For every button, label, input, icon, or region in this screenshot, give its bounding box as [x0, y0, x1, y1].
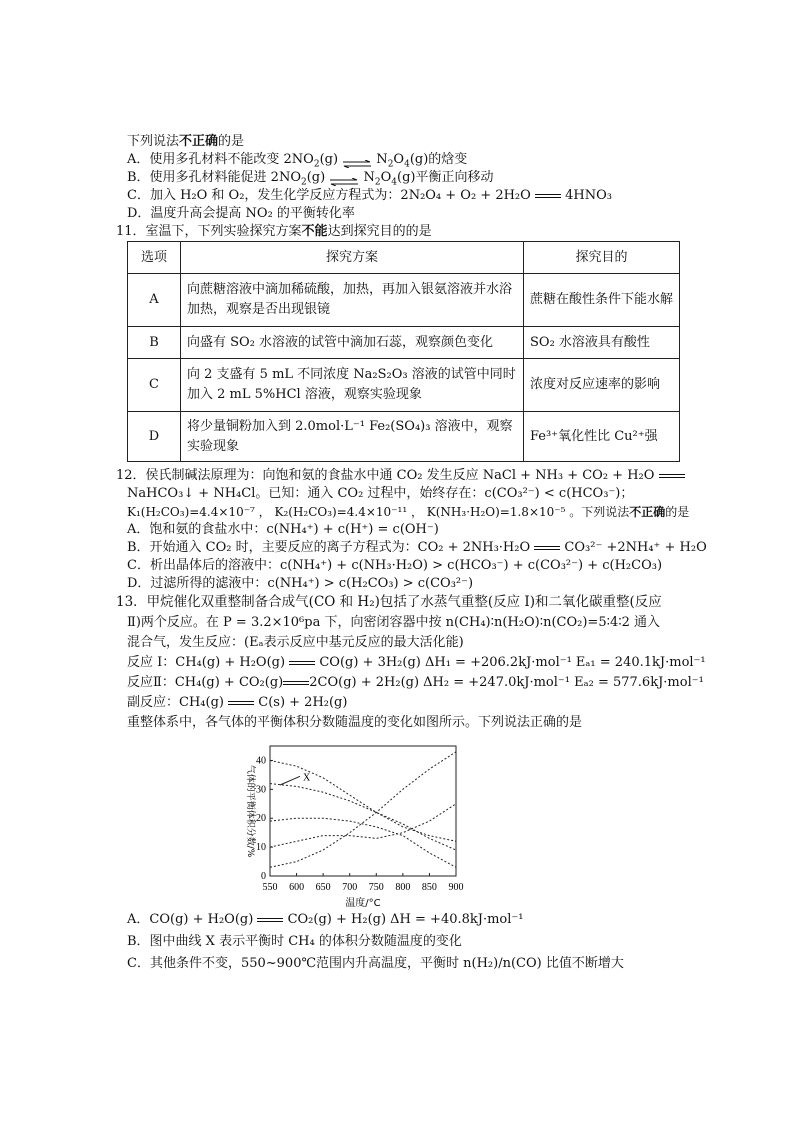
q13-reaction-2: 反应Ⅱ：CH₄(g) + CO₂(g) 2CO(g) + 2H₂(g) ΔH₂ = +247.0kJ·mol⁻¹ Eₐ₂ = 577.6kJ·mol⁻¹ [127, 675, 704, 690]
x-axis-label: 温度/°C [345, 898, 381, 909]
table-header: 选项 [128, 242, 181, 274]
table-row [128, 327, 680, 359]
experiment-table [127, 241, 680, 462]
q10-option-d: D．温度升高会提高 NO₂ 的平衡转化率 [127, 206, 355, 221]
equals-sign-icon [283, 681, 309, 685]
x-tick-label: 900 [448, 882, 464, 893]
option-cell: B [128, 327, 181, 359]
q12-line-2: NaHCO₃↓ + NH₄Cl。已知：通入 CO₂ 过程中，始终存在：c(CO₃²⁻) < c(HCO₃⁻)； [127, 486, 634, 501]
option-cell: A [128, 274, 181, 327]
q13-line-2: Ⅱ)两个反应。在 P = 3.2×10⁶pa 下，向密闭容器中按 n(CH₄)∶n(H₂O)∶n(CO₂)=5∶4∶2 通入 [127, 615, 661, 630]
series-line-1 [270, 760, 456, 841]
equilibrium-arrow-icon [329, 174, 359, 182]
goal-cell: 浓度对反应速率的影响 [524, 359, 680, 412]
q12-line-3: K₁(H₂CO₃)=4.4×10⁻⁷ ， K₂(H₂CO₃)=4.4×10⁻¹¹ ， K(NH₃·H₂O)=1.8×10⁻⁵ 。下列说法不正确的是 [127, 505, 690, 519]
goal-cell: 蔗糖在酸性条件下能水解 [524, 274, 680, 327]
q12-option-c: C．析出晶体后的溶液中：c(NH₄⁺) + c(NH₃·H₂O) > c(HCO₃⁻) + c(CO₃²⁻) + c(H₂CO₃) [127, 558, 663, 573]
option-cell: D [128, 412, 181, 462]
plan-cell: 向盛有 SO₂ 水溶液的试管中滴加石蕊，观察颜色变化 [181, 327, 524, 359]
goal-cell: SO₂ 水溶液具有酸性 [524, 327, 680, 359]
equilibrium-chart [236, 738, 476, 910]
equals-sign-icon [659, 474, 685, 478]
series-line-4 [270, 818, 456, 867]
y-axis-label: 气体的平衡体积分数/% [245, 764, 255, 858]
equals-sign-icon [289, 661, 315, 665]
equals-sign-icon [534, 546, 560, 550]
y-tick-label: 30 [256, 784, 266, 796]
q13-option-c: C．其他条件不变，550~900℃范围内升高温度，平衡时 n(H₂)/n(CO) 比值不断增大 [127, 956, 624, 971]
y-tick-label: 20 [256, 813, 266, 825]
x-tick-label: 600 [289, 882, 305, 893]
q13-line-1: 13．甲烷催化双重整制备合成气(CO 和 H₂)包括了水蒸气重整(反应 I)和二氧化碳重整(反应 [116, 594, 662, 610]
equals-sign-icon [228, 701, 254, 705]
series-line-5 [270, 804, 456, 847]
option-cell: C [128, 359, 181, 412]
table-row [128, 359, 680, 412]
y-tick-label: 0 [261, 871, 266, 882]
x-tick-label: 700 [342, 882, 358, 893]
q12-option-d: D．过滤所得的滤液中：c(NH₄⁺) > c(H₂CO₃) > c(CO₃²⁻) [127, 576, 474, 591]
plan-cell: 向蔗糖溶液中滴加稀硫酸，加热，再加入银氨溶液并水浴加热，观察是否出现银镜 [181, 274, 524, 327]
q12-line-1: 12．侯氏制碱法原理为：向饱和氨的食盐水中通 CO₂ 发生反应 NaCl + NH₃ + CO₂ + H₂O [116, 467, 685, 485]
q10-option-c: C．加入 H₂O 和 O₂，发生化学反应方程式为：2N₂O₄ + O₂ + 2H₂O 4HNO₃ [127, 188, 612, 203]
x-tick-label: 750 [368, 882, 384, 893]
q10-option-a: A．使用多孔材料不能改变 $2NO_2(g)$ $N_2O_4(g)$的焓变 [127, 152, 468, 170]
q13-option-a: A．CO(g) + H₂O(g) CO₂(g) + H₂(g) ΔH = +40.8kJ·mol⁻¹ [127, 912, 524, 927]
plan-cell: 向 2 支盛有 5 mL 不同浓度 Na₂S₂O₃ 溶液的试管中同时加入 2 mL 5%HCl 溶液，观察实验现象 [181, 359, 524, 412]
equals-sign-icon [535, 194, 561, 198]
y-tick-label: 10 [256, 842, 266, 854]
q11-stem: 11．室温下，下列实验探究方案不能达到探究目的的是 [116, 224, 432, 239]
series-line-3 [270, 752, 456, 868]
q13-side-reaction: 副反应：CH₄(g) C(s) + 2H₂(g) [127, 695, 348, 710]
q13-reaction-1: 反应 I：CH₄(g) + H₂O(g) CO(g) + 3H₂(g) ΔH₁ = +206.2kJ·mol⁻¹ Eₐ₁ = 240.1kJ·mol⁻¹ [127, 655, 706, 670]
x-tick-label: 800 [395, 882, 411, 893]
q10-intro: 下列说法不正确的是 [127, 134, 245, 149]
annotation-label: X [303, 772, 311, 784]
q13-stem: 重整体系中，各气体的平衡体积分数随温度的变化如图所示。下列说法正确的是 [127, 715, 583, 730]
annotation-leader [280, 776, 300, 785]
equilibrium-arrow-icon [342, 156, 372, 164]
plan-cell: 将少量铜粉加入到 2.0mol·L⁻¹ Fe₂(SO₄)₃ 溶液中，观察实验现象 [181, 412, 524, 462]
table-header: 探究方案 [181, 242, 524, 274]
q10-option-b: B．使用多孔材料能促进 $2NO_2(g)$ $N_2O_4(g)$平衡正向移动 [127, 170, 494, 188]
q12-option-b: B．开始通入 CO₂ 时，主要反应的离子方程式为：CO₂ + 2NH₃·H₂O CO₃²⁻ +2NH₄⁺ + H₂O [127, 540, 707, 555]
x-tick-label: 850 [421, 882, 437, 893]
x-tick-label: 550 [262, 882, 278, 893]
equals-sign-icon [257, 918, 283, 922]
table-header: 探究目的 [524, 242, 680, 274]
table-row [128, 274, 680, 327]
plot-frame [270, 746, 456, 876]
series-line-2 [270, 784, 456, 850]
table-row [128, 412, 680, 462]
q13-option-b: B．图中曲线 X 表示平衡时 CH₄ 的体积分数随温度的变化 [127, 934, 462, 949]
y-tick-label: 40 [256, 755, 266, 767]
q13-line-3: 混合气，发生反应：(Eₐ表示反应中基元反应的最大活化能) [127, 635, 464, 650]
q12-option-a: A．饱和氨的食盐水中：c(NH₄⁺) + c(H⁺) = c(OH⁻) [127, 522, 439, 537]
goal-cell: Fe³⁺氧化性比 Cu²⁺强 [524, 412, 680, 462]
x-tick-label: 650 [315, 882, 331, 893]
